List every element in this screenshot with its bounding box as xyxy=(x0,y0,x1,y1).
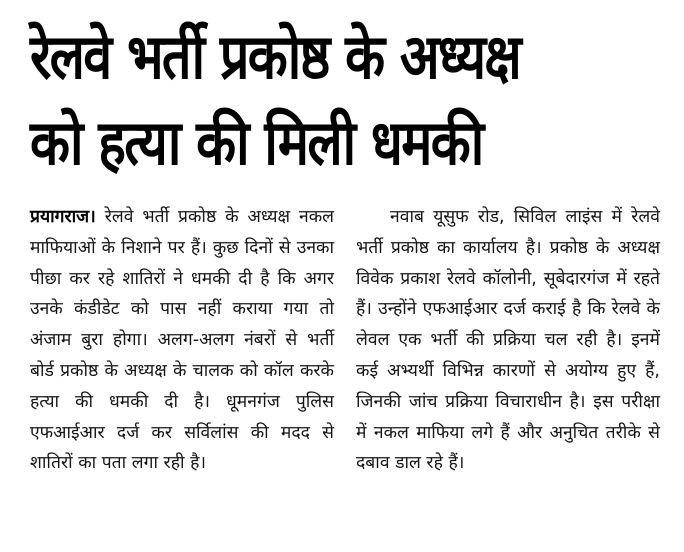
article-column-right xyxy=(356,202,660,479)
headline-line-2: को हत्या की मिली धमकी xyxy=(30,106,483,179)
right-paragraph xyxy=(356,202,660,479)
right-column-text: नवाब यूसुफ रोड, सिविल लाइंस में रेलवे भर्ती प्रकोष्ठ का कार्यालय है। प्रकोष्ठ के अध्यक्ष विवेक प्रकाश रेलवे कॉलोनी, सूबेदारगंज में रहते हैं। उन्होंने एफआईआर दर्ज कराई है कि रेलवे के लेवल एक भर्ती की प्रक्रिया चल रही है। इनमें कई अभ्यर्थी विभिन्न कारणों से अयोग्य हुए हैं, जिनकी जांच प्रक्रिया विचाराधीन है। इस परीक्षा में नकल माफिया लगे हैं और अनुचित तरीके से दबाव डाल रहे हैं। xyxy=(356,207,660,474)
article-column-left xyxy=(30,202,334,479)
left-paragraph xyxy=(30,202,334,479)
headline xyxy=(30,14,568,186)
dateline: प्रयागराज। xyxy=(30,207,96,227)
headline-line-1: रेलवे भर्ती प्रकोष्ठ के अध्यक्ष xyxy=(30,20,521,93)
left-column-text: रेलवे भर्ती प्रकोष्ठ के अध्यक्ष नकल माफियाओं के निशाने पर हैं। कुछ दिनों से उनका पीछा कर रहे शातिरों ने धमकी दी है कि अगर उनके कंडीडेट को पास नहीं कराया गया तो अंजाम बुरा होगा। अलग-अलग नंबरों से भर्ती बोर्ड प्रकोष्ठ के अध्यक्ष के चालक को कॉल करके हत्या की धमकी दी है। धूमनगंज पुलिस एफआईआर दर्ज कर सर्विलांस की मदद से शातिरों का पता लगा रही है। xyxy=(30,207,334,474)
